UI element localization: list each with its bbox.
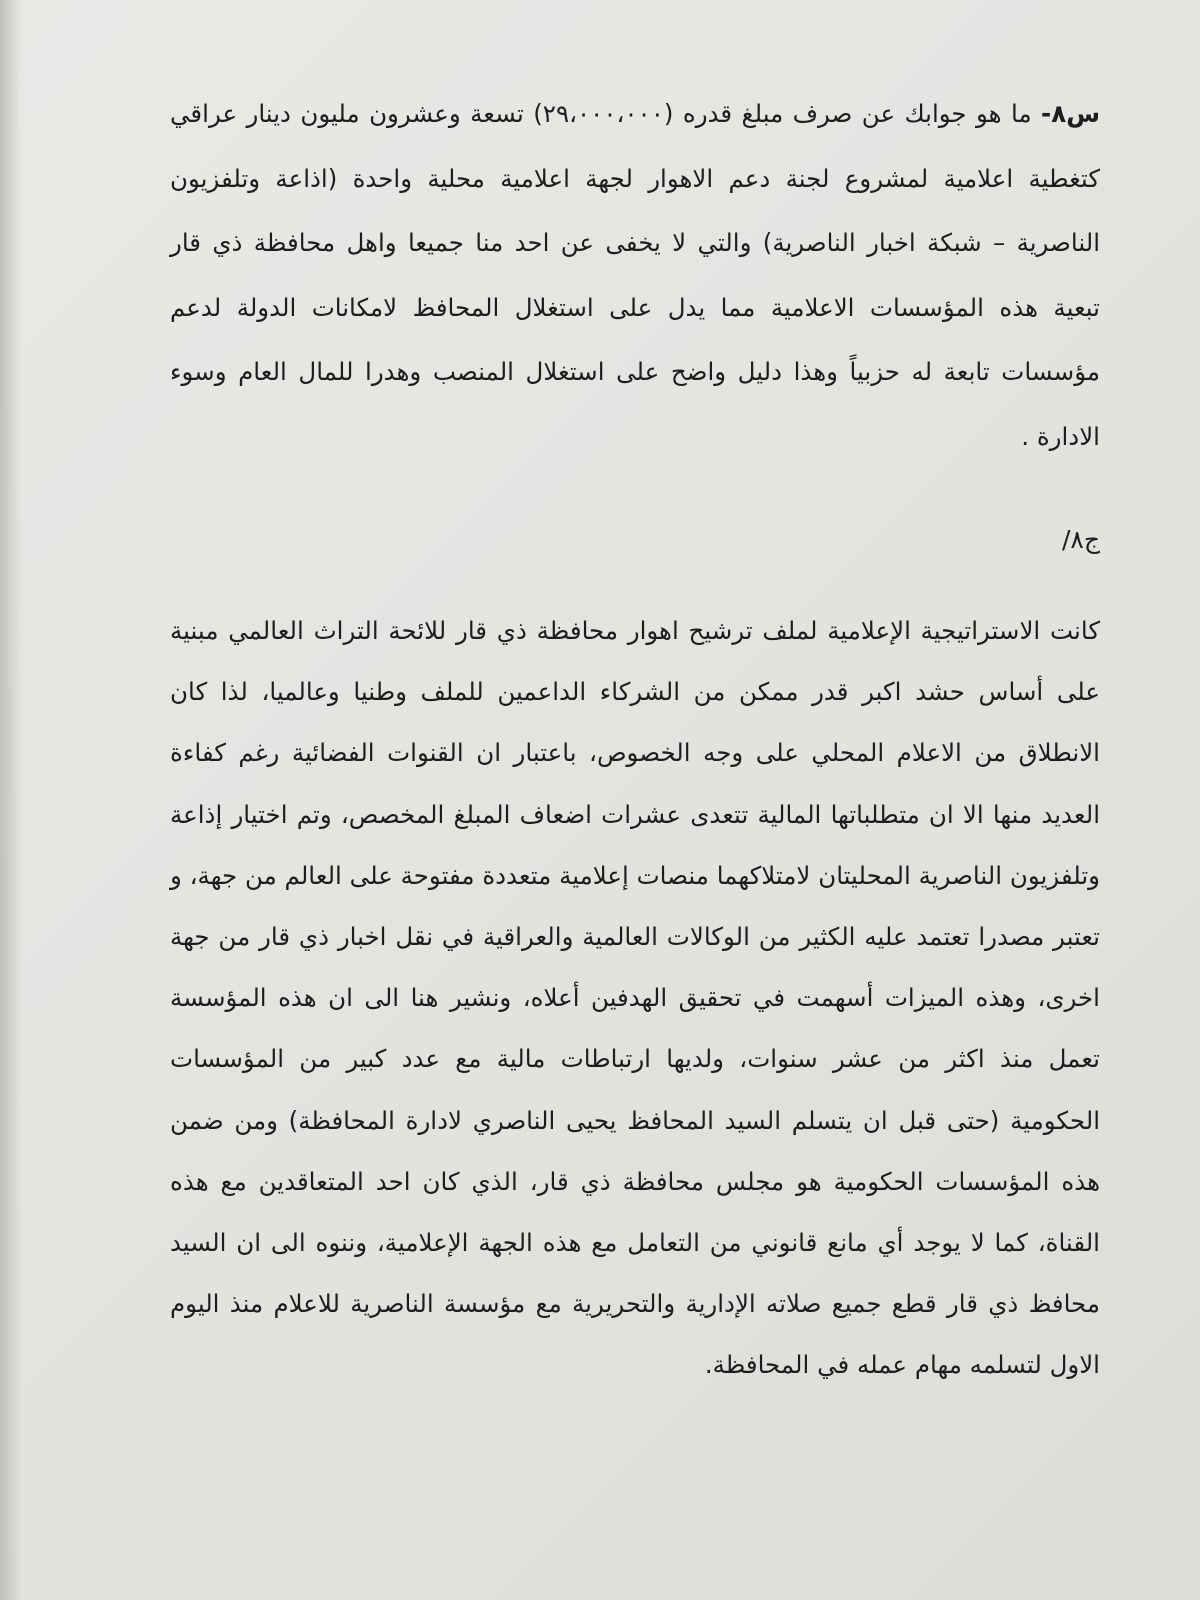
question-label: س٨-	[1041, 99, 1100, 128]
question-paragraph	[170, 82, 1100, 469]
page-edge-shadow	[0, 0, 22, 1600]
question-text: ما هو جوابك عن صرف مبلغ قدره (٢٩،٠٠٠،٠٠٠) تسعة وعشرون مليون دينار عراقي كتغطية اعلامية لمشروع لجنة دعم الاهوار لجهة اعلامية محلية واحدة (اذاعة وتلفزيون الناصرية – شبكة اخبار الناصرية) والتي لا يخفى عن احد منا جميعا واهل محافظة ذي قار تبعية هذه المؤسسات الاعلامية مما يدل على استغلال المحافظ لامكانات الدولة لدعم مؤسسات تابعة له حزبياً وهذا دليل واضح على استغلال المنصب وهدرا للمال العام وسوء الادارة .	[170, 99, 1100, 451]
answer-paragraph: كانت الاستراتيجية الإعلامية لملف ترشيح اهوار محافظة ذي قار للائحة التراث العالمي مبنية على أساس حشد اكبر قدر ممكن من الشركاء الداعمين للملف وطنيا وعالميا، لذا كان الانطلاق من الاعلام المحلي على وجه الخصوص، باعتبار ان القنوات الفضائية رغم كفاءة العديد منها الا ان متطلباتها المالية تتعدى عشرات اضعاف المبلغ المخصص، وتم اختيار إذاعة وتلفزيون الناصرية المحليتان لامتلاكهما منصات إعلامية متعددة مفتوحة على العالم من جهة، و تعتبر مصدرا تعتمد عليه الكثير من الوكالات العالمية والعراقية في نقل اخبار ذي قار من جهة اخرى، وهذه الميزات أسهمت في تحقيق الهدفين أعلاه، ونشير هنا الى ان هذه المؤسسة تعمل منذ اكثر من عشر سنوات، ولديها ارتباطات مالية مع عدد كبير من المؤسسات الحكومية (حتى قبل ان يتسلم السيد المحافظ يحيى الناصري لادارة المحافظة) ومن ضمن هذه المؤسسات الحكومية هو مجلس محافظة ذي قار، الذي كان احد المتعاقدين مع هذه القناة، كما لا يوجد أي مانع قانوني من التعامل مع هذه الجهة الإعلامية، وننوه الى ان السيد محافظ ذي قار قطع جميع صلاته الإدارية والتحريرية مع مؤسسة الناصرية للاعلام منذ اليوم الاول لتسلمه مهام عمله في المحافظة.	[170, 616, 1100, 1380]
answer-label: ج٨/	[1061, 525, 1100, 554]
